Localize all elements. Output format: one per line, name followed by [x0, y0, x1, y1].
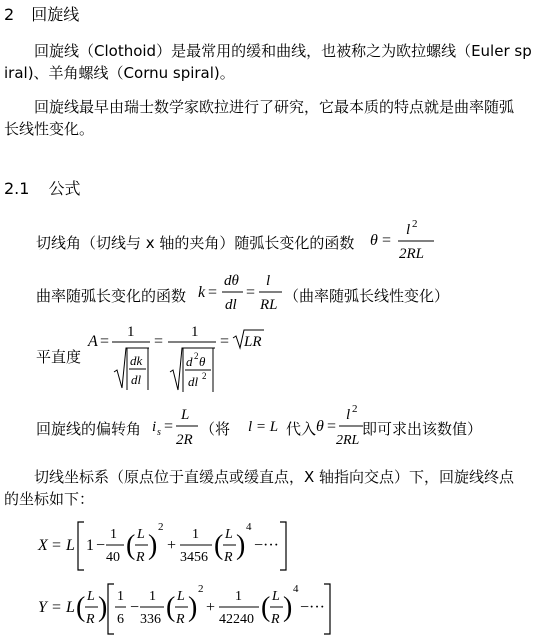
- equals-sign: =: [382, 232, 392, 249]
- deflection-tail: 即可求出该数值）: [362, 420, 483, 438]
- d2-sup: 2: [194, 351, 199, 361]
- denominator: RL: [260, 297, 278, 313]
- paren-right: ): [148, 530, 158, 561]
- paragraph-line: 回旋线（Clothoid）是最常用的缓和曲线，也被称之为欧拉螺线（Euler sp: [34, 42, 532, 60]
- formula-tangent-angle-label: 切线角（切线与 x 轴的夹角）随弧长变化的函数: [36, 234, 355, 252]
- minus-sign: −: [130, 599, 140, 616]
- k-symbol: k: [198, 284, 206, 301]
- formula-x-series: [34, 512, 294, 576]
- coef-num: 1: [192, 527, 199, 542]
- frac-R: R: [136, 550, 145, 565]
- frac-R: R: [86, 612, 95, 627]
- one: 1: [86, 537, 94, 554]
- ellipsis: −···: [254, 537, 280, 554]
- numerator: l: [346, 407, 351, 423]
- paragraph-clothoid-intro: [4, 40, 550, 84]
- plus-sign: +: [167, 537, 177, 554]
- A-symbol: A: [88, 333, 98, 350]
- theta: θ: [199, 354, 206, 369]
- paragraph-line: iral)、羊角螺线（Cornu spiral)。: [4, 64, 235, 82]
- subsection-heading: [4, 176, 81, 199]
- section-title: 回旋线: [31, 5, 80, 24]
- frac-L: L: [225, 527, 233, 542]
- paren-left: (: [214, 530, 224, 561]
- equals-sign: =: [164, 418, 174, 435]
- equals-sign: =: [52, 599, 62, 616]
- paragraph-euler-history: [4, 96, 550, 140]
- coef-num: 1: [235, 589, 242, 604]
- bracket-left: [78, 522, 84, 570]
- dk: dk: [130, 353, 143, 368]
- coef-den-6: 6: [117, 612, 124, 627]
- L-factor: L: [66, 537, 75, 554]
- i-symbol: i: [152, 419, 157, 435]
- paren-left: (: [261, 592, 271, 623]
- minus-sign: −: [96, 537, 106, 554]
- paragraph-line: 回旋线最早由瑞士数学家欧拉进行了研究，它最本质的特点就是曲率随弧: [34, 98, 515, 116]
- d2: d: [186, 354, 193, 369]
- formula-y-series: [34, 576, 334, 638]
- formula-deflection-label: 回旋线的偏转角: [36, 420, 142, 438]
- numerator: l: [266, 273, 271, 289]
- subsection-number: 2.1: [4, 179, 30, 198]
- paren-right: ): [98, 592, 108, 623]
- formula-curvature-note: （曲率随弧长线性变化）: [284, 287, 450, 305]
- equals-sign: =: [327, 418, 337, 435]
- equals-sign: =: [220, 333, 230, 350]
- coef-den-3456: 3456: [180, 550, 208, 565]
- dl2-sup: 2: [202, 371, 207, 381]
- formula-flatness: [86, 318, 266, 396]
- numerator-one: 1: [191, 324, 199, 340]
- frac-L: L: [137, 527, 145, 542]
- power-2: 2: [198, 583, 204, 595]
- formula-flatness-label: 平直度: [36, 348, 82, 366]
- bracket-left: [108, 584, 114, 634]
- paren-right: ): [236, 530, 246, 561]
- frac-L: L: [87, 589, 95, 604]
- equals-sign: =: [208, 284, 218, 301]
- equals-sign: =: [246, 284, 256, 301]
- paren-left: (: [76, 592, 86, 623]
- denominator: 2RL: [399, 246, 425, 262]
- power-4: 4: [293, 583, 299, 595]
- subsection-title: 公式: [48, 179, 81, 198]
- deflection-insert: 代入: [286, 420, 317, 438]
- frac-L: L: [177, 589, 185, 604]
- numerator: L: [181, 407, 190, 423]
- sqrt-LR: LR: [244, 334, 262, 350]
- paren-right: ): [283, 592, 293, 623]
- frac-L: L: [272, 589, 280, 604]
- frac-R: R: [271, 612, 280, 627]
- derivative-numerator: dθ: [224, 273, 239, 289]
- power-2: 2: [158, 521, 164, 533]
- formula-deflection-theta: [314, 400, 364, 450]
- numerator-one: 1: [127, 324, 135, 340]
- superscript: 2: [412, 218, 418, 230]
- deflection-l-eq-L: l = L: [248, 419, 279, 435]
- superscript: 2: [352, 403, 358, 415]
- equals-sign: =: [100, 333, 110, 350]
- paren-right: ): [188, 592, 198, 623]
- coef-num: 1: [117, 589, 124, 604]
- numerator: l: [406, 222, 411, 238]
- ellipsis: −···: [300, 599, 326, 616]
- coef-den-336: 336: [140, 612, 161, 627]
- section-number: 2: [4, 5, 15, 24]
- L-factor: L: [66, 599, 75, 616]
- paren-left: (: [166, 592, 176, 623]
- frac-R: R: [224, 550, 233, 565]
- paren-left: (: [126, 530, 136, 561]
- paragraph-line: 的坐标如下：: [4, 490, 95, 508]
- coef-den-40: 40: [106, 550, 120, 565]
- coef-num: 1: [149, 589, 156, 604]
- X-symbol: X: [38, 537, 48, 554]
- formula-tangent-angle: [368, 218, 438, 264]
- coef-den-42240: 42240: [219, 612, 254, 627]
- denominator: 2R: [176, 432, 193, 448]
- Y-symbol: Y: [38, 599, 47, 616]
- equals-sign: =: [154, 333, 164, 350]
- bracket-right: [280, 522, 286, 570]
- equals-sign: =: [52, 537, 62, 554]
- coef-num: 1: [110, 527, 117, 542]
- theta-symbol: θ: [316, 418, 324, 435]
- dl2: dl: [188, 374, 199, 389]
- formula-deflection-lhs: [150, 400, 202, 450]
- dl: dl: [131, 372, 142, 387]
- derivative-denominator: dl: [225, 297, 237, 313]
- section-heading: [4, 2, 79, 25]
- frac-R: R: [176, 612, 185, 627]
- paragraph-line: 切线坐标系（原点位于直缓点或缓直点，X 轴指向交点）下，回旋线终点: [34, 468, 515, 486]
- paragraph-coordinate-system: [4, 466, 550, 510]
- i-subscript: s: [157, 427, 161, 438]
- theta-symbol: θ: [370, 232, 378, 249]
- formula-curvature: [196, 268, 286, 316]
- deflection-paren-open: （将: [200, 420, 231, 438]
- plus-sign: +: [206, 599, 216, 616]
- power-4: 4: [246, 521, 252, 533]
- denominator: 2RL: [336, 433, 360, 448]
- formula-curvature-label: 曲率随弧长变化的函数: [36, 287, 187, 305]
- paragraph-line: 长线性变化。: [4, 120, 95, 138]
